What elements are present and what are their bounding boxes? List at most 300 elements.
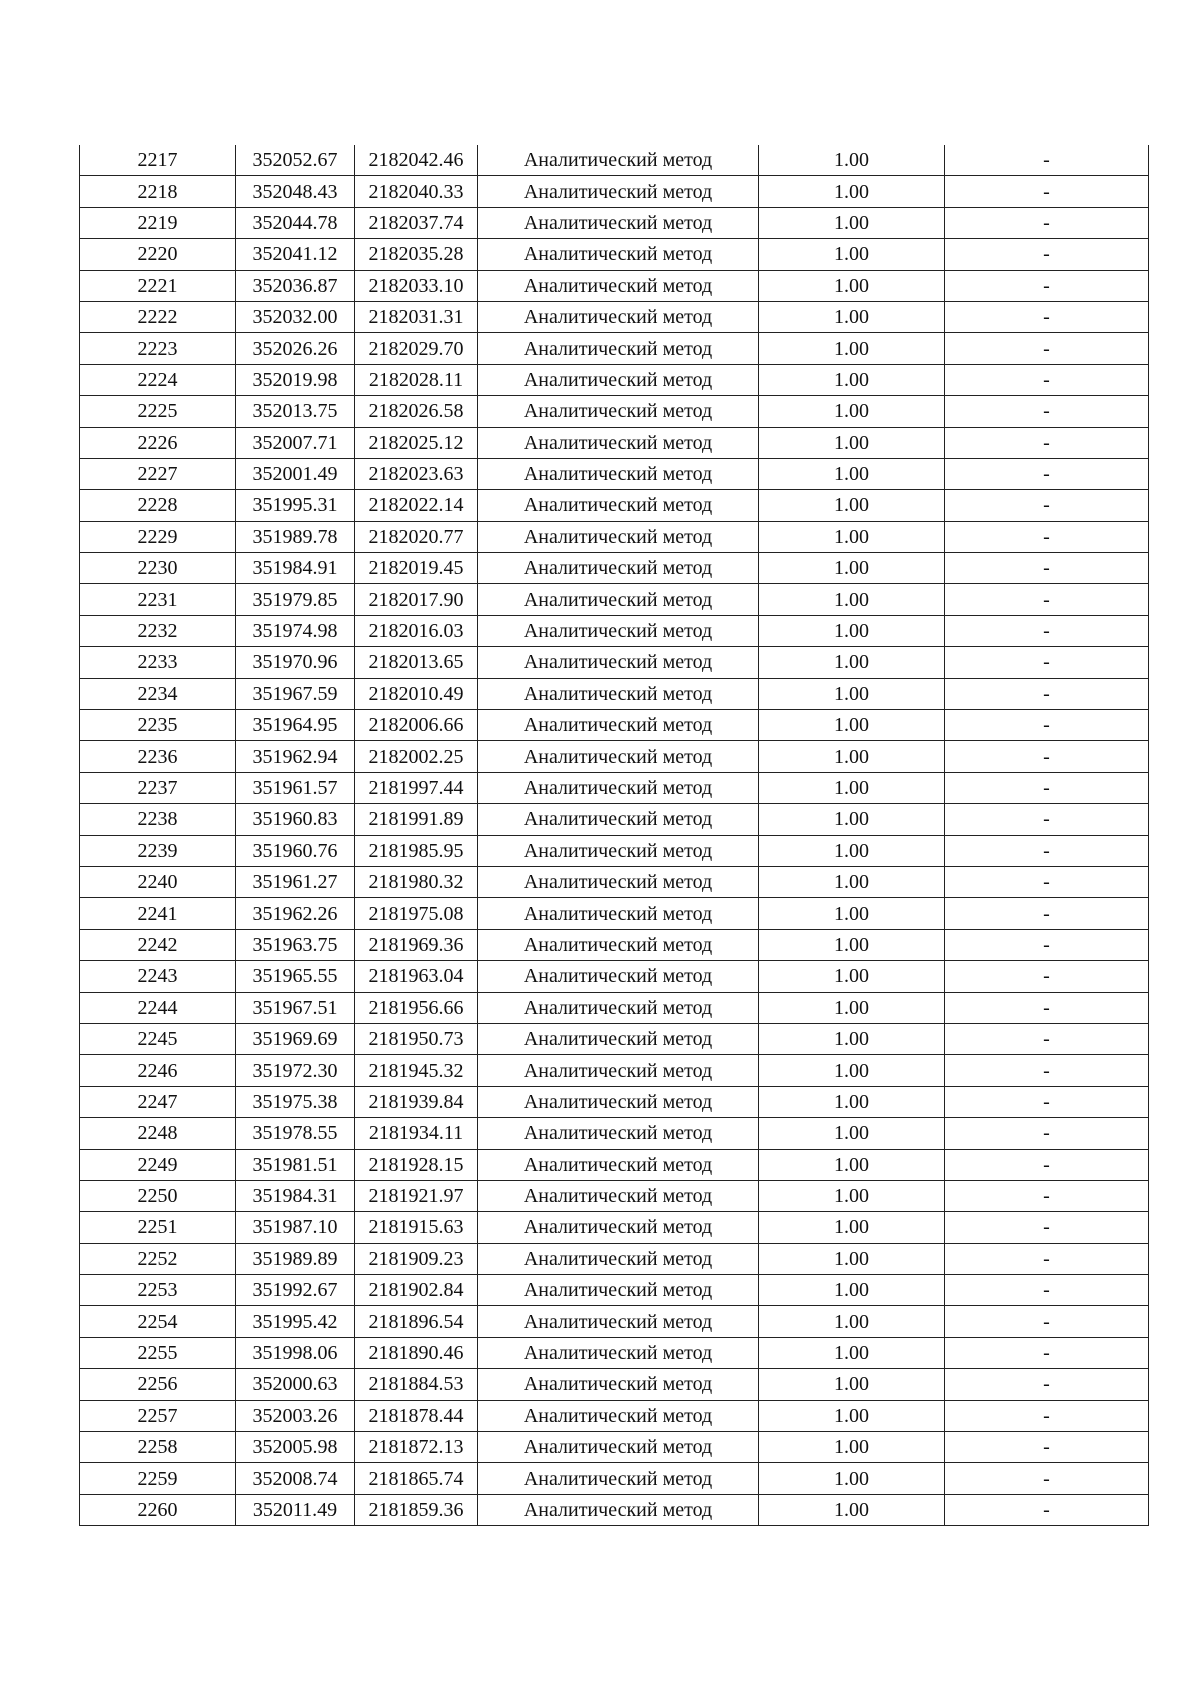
- method-cell: Аналитический метод: [478, 1275, 759, 1306]
- accuracy-cell: 1.00: [759, 772, 945, 803]
- point-number-cell: 2219: [80, 207, 236, 238]
- accuracy-cell: 1.00: [759, 145, 945, 176]
- x-coordinate-cell: 351998.06: [236, 1337, 355, 1368]
- method-cell: Аналитический метод: [478, 961, 759, 992]
- point-number-cell: 2217: [80, 145, 236, 176]
- table-row: [80, 1432, 1149, 1463]
- table-row: [80, 804, 1149, 835]
- accuracy-cell: 1.00: [759, 270, 945, 301]
- note-cell: -: [945, 1306, 1149, 1337]
- table-row: [80, 521, 1149, 552]
- note-cell: -: [945, 239, 1149, 270]
- accuracy-cell: 1.00: [759, 929, 945, 960]
- x-coordinate-cell: 352036.87: [236, 270, 355, 301]
- table-row: [80, 1369, 1149, 1400]
- note-cell: -: [945, 145, 1149, 176]
- y-coordinate-cell: 2181939.84: [355, 1086, 478, 1117]
- method-cell: Аналитический метод: [478, 1212, 759, 1243]
- y-coordinate-cell: 2182013.65: [355, 647, 478, 678]
- point-number-cell: 2248: [80, 1118, 236, 1149]
- note-cell: -: [945, 678, 1149, 709]
- y-coordinate-cell: 2181980.32: [355, 866, 478, 897]
- note-cell: -: [945, 521, 1149, 552]
- table-row: [80, 1212, 1149, 1243]
- table-row: [80, 741, 1149, 772]
- note-cell: -: [945, 1086, 1149, 1117]
- method-cell: Аналитический метод: [478, 1463, 759, 1494]
- x-coordinate-cell: 352003.26: [236, 1400, 355, 1431]
- table-row: [80, 239, 1149, 270]
- note-cell: -: [945, 301, 1149, 332]
- y-coordinate-cell: 2181884.53: [355, 1369, 478, 1400]
- method-cell: Аналитический метод: [478, 741, 759, 772]
- note-cell: -: [945, 207, 1149, 238]
- y-coordinate-cell: 2181975.08: [355, 898, 478, 929]
- y-coordinate-cell: 2181915.63: [355, 1212, 478, 1243]
- point-number-cell: 2237: [80, 772, 236, 803]
- x-coordinate-cell: 351995.42: [236, 1306, 355, 1337]
- x-coordinate-cell: 351989.89: [236, 1243, 355, 1274]
- method-cell: Аналитический метод: [478, 270, 759, 301]
- method-cell: Аналитический метод: [478, 176, 759, 207]
- x-coordinate-cell: 351975.38: [236, 1086, 355, 1117]
- table-row: [80, 1180, 1149, 1211]
- accuracy-cell: 1.00: [759, 1463, 945, 1494]
- method-cell: Аналитический метод: [478, 364, 759, 395]
- x-coordinate-cell: 352007.71: [236, 427, 355, 458]
- x-coordinate-cell: 352048.43: [236, 176, 355, 207]
- note-cell: -: [945, 1055, 1149, 1086]
- y-coordinate-cell: 2181997.44: [355, 772, 478, 803]
- x-coordinate-cell: 351962.94: [236, 741, 355, 772]
- point-number-cell: 2250: [80, 1180, 236, 1211]
- x-coordinate-cell: 351965.55: [236, 961, 355, 992]
- method-cell: Аналитический метод: [478, 929, 759, 960]
- method-cell: Аналитический метод: [478, 710, 759, 741]
- note-cell: -: [945, 741, 1149, 772]
- note-cell: -: [945, 1494, 1149, 1525]
- x-coordinate-cell: 351961.57: [236, 772, 355, 803]
- y-coordinate-cell: 2182010.49: [355, 678, 478, 709]
- point-number-cell: 2260: [80, 1494, 236, 1525]
- point-number-cell: 2245: [80, 1023, 236, 1054]
- note-cell: -: [945, 364, 1149, 395]
- table-row: [80, 458, 1149, 489]
- y-coordinate-cell: 2181921.97: [355, 1180, 478, 1211]
- note-cell: -: [945, 396, 1149, 427]
- x-coordinate-cell: 351987.10: [236, 1212, 355, 1243]
- accuracy-cell: 1.00: [759, 396, 945, 427]
- method-cell: Аналитический метод: [478, 1180, 759, 1211]
- accuracy-cell: 1.00: [759, 678, 945, 709]
- accuracy-cell: 1.00: [759, 1023, 945, 1054]
- table-row: [80, 1337, 1149, 1368]
- point-number-cell: 2246: [80, 1055, 236, 1086]
- table-row: [80, 553, 1149, 584]
- x-coordinate-cell: 352001.49: [236, 458, 355, 489]
- table-row: [80, 678, 1149, 709]
- x-coordinate-cell: 352000.63: [236, 1369, 355, 1400]
- note-cell: -: [945, 710, 1149, 741]
- note-cell: -: [945, 553, 1149, 584]
- table-row: [80, 490, 1149, 521]
- method-cell: Аналитический метод: [478, 207, 759, 238]
- method-cell: Аналитический метод: [478, 145, 759, 176]
- table-row: [80, 1400, 1149, 1431]
- y-coordinate-cell: 2181945.32: [355, 1055, 478, 1086]
- y-coordinate-cell: 2181928.15: [355, 1149, 478, 1180]
- note-cell: -: [945, 1369, 1149, 1400]
- method-cell: Аналитический метод: [478, 458, 759, 489]
- point-number-cell: 2256: [80, 1369, 236, 1400]
- table-row: [80, 1086, 1149, 1117]
- note-cell: -: [945, 929, 1149, 960]
- accuracy-cell: 1.00: [759, 615, 945, 646]
- point-number-cell: 2238: [80, 804, 236, 835]
- accuracy-cell: 1.00: [759, 1212, 945, 1243]
- note-cell: -: [945, 647, 1149, 678]
- note-cell: -: [945, 1275, 1149, 1306]
- x-coordinate-cell: 351970.96: [236, 647, 355, 678]
- point-number-cell: 2232: [80, 615, 236, 646]
- y-coordinate-cell: 2181872.13: [355, 1432, 478, 1463]
- point-number-cell: 2220: [80, 239, 236, 270]
- accuracy-cell: 1.00: [759, 521, 945, 552]
- point-number-cell: 2255: [80, 1337, 236, 1368]
- y-coordinate-cell: 2181896.54: [355, 1306, 478, 1337]
- method-cell: Аналитический метод: [478, 647, 759, 678]
- table-row: [80, 961, 1149, 992]
- accuracy-cell: 1.00: [759, 1180, 945, 1211]
- y-coordinate-cell: 2182020.77: [355, 521, 478, 552]
- point-number-cell: 2254: [80, 1306, 236, 1337]
- y-coordinate-cell: 2182042.46: [355, 145, 478, 176]
- accuracy-cell: 1.00: [759, 1369, 945, 1400]
- x-coordinate-cell: 351963.75: [236, 929, 355, 960]
- note-cell: -: [945, 992, 1149, 1023]
- method-cell: Аналитический метод: [478, 992, 759, 1023]
- table-row: [80, 1463, 1149, 1494]
- x-coordinate-cell: 352005.98: [236, 1432, 355, 1463]
- point-number-cell: 2233: [80, 647, 236, 678]
- point-number-cell: 2243: [80, 961, 236, 992]
- method-cell: Аналитический метод: [478, 427, 759, 458]
- method-cell: Аналитический метод: [478, 333, 759, 364]
- point-number-cell: 2218: [80, 176, 236, 207]
- method-cell: Аналитический метод: [478, 1494, 759, 1525]
- note-cell: -: [945, 270, 1149, 301]
- table-row: [80, 866, 1149, 897]
- method-cell: Аналитический метод: [478, 804, 759, 835]
- method-cell: Аналитический метод: [478, 1023, 759, 1054]
- note-cell: -: [945, 1023, 1149, 1054]
- note-cell: -: [945, 1337, 1149, 1368]
- method-cell: Аналитический метод: [478, 553, 759, 584]
- method-cell: Аналитический метод: [478, 490, 759, 521]
- point-number-cell: 2229: [80, 521, 236, 552]
- accuracy-cell: 1.00: [759, 1494, 945, 1525]
- accuracy-cell: 1.00: [759, 1337, 945, 1368]
- x-coordinate-cell: 351984.91: [236, 553, 355, 584]
- accuracy-cell: 1.00: [759, 1432, 945, 1463]
- y-coordinate-cell: 2182006.66: [355, 710, 478, 741]
- note-cell: -: [945, 333, 1149, 364]
- x-coordinate-cell: 351967.51: [236, 992, 355, 1023]
- table-row: [80, 364, 1149, 395]
- point-number-cell: 2241: [80, 898, 236, 929]
- method-cell: Аналитический метод: [478, 521, 759, 552]
- y-coordinate-cell: 2181902.84: [355, 1275, 478, 1306]
- method-cell: Аналитический метод: [478, 239, 759, 270]
- y-coordinate-cell: 2181950.73: [355, 1023, 478, 1054]
- accuracy-cell: 1.00: [759, 239, 945, 270]
- accuracy-cell: 1.00: [759, 710, 945, 741]
- x-coordinate-cell: 352026.26: [236, 333, 355, 364]
- x-coordinate-cell: 351979.85: [236, 584, 355, 615]
- point-number-cell: 2253: [80, 1275, 236, 1306]
- note-cell: -: [945, 1149, 1149, 1180]
- x-coordinate-cell: 351967.59: [236, 678, 355, 709]
- table-row: [80, 145, 1149, 176]
- x-coordinate-cell: 351972.30: [236, 1055, 355, 1086]
- y-coordinate-cell: 2182025.12: [355, 427, 478, 458]
- point-number-cell: 2258: [80, 1432, 236, 1463]
- note-cell: -: [945, 804, 1149, 835]
- note-cell: -: [945, 1463, 1149, 1494]
- y-coordinate-cell: 2181985.95: [355, 835, 478, 866]
- table-row: [80, 615, 1149, 646]
- note-cell: -: [945, 1432, 1149, 1463]
- method-cell: Аналитический метод: [478, 1369, 759, 1400]
- x-coordinate-cell: 351962.26: [236, 898, 355, 929]
- note-cell: -: [945, 490, 1149, 521]
- accuracy-cell: 1.00: [759, 898, 945, 929]
- table-row: [80, 1494, 1149, 1525]
- accuracy-cell: 1.00: [759, 804, 945, 835]
- note-cell: -: [945, 1180, 1149, 1211]
- method-cell: Аналитический метод: [478, 1243, 759, 1274]
- point-number-cell: 2226: [80, 427, 236, 458]
- y-coordinate-cell: 2181991.89: [355, 804, 478, 835]
- y-coordinate-cell: 2182033.10: [355, 270, 478, 301]
- accuracy-cell: 1.00: [759, 1118, 945, 1149]
- table-row: [80, 584, 1149, 615]
- accuracy-cell: 1.00: [759, 1275, 945, 1306]
- y-coordinate-cell: 2181963.04: [355, 961, 478, 992]
- table-row: [80, 1023, 1149, 1054]
- y-coordinate-cell: 2182031.31: [355, 301, 478, 332]
- table-row: [80, 301, 1149, 332]
- point-number-cell: 2231: [80, 584, 236, 615]
- x-coordinate-cell: 351984.31: [236, 1180, 355, 1211]
- x-coordinate-cell: 352013.75: [236, 396, 355, 427]
- method-cell: Аналитический метод: [478, 1149, 759, 1180]
- point-number-cell: 2257: [80, 1400, 236, 1431]
- note-cell: -: [945, 427, 1149, 458]
- accuracy-cell: 1.00: [759, 835, 945, 866]
- accuracy-cell: 1.00: [759, 553, 945, 584]
- note-cell: -: [945, 584, 1149, 615]
- table-row: [80, 710, 1149, 741]
- accuracy-cell: 1.00: [759, 176, 945, 207]
- table-row: [80, 333, 1149, 364]
- point-number-cell: 2252: [80, 1243, 236, 1274]
- point-number-cell: 2236: [80, 741, 236, 772]
- y-coordinate-cell: 2182026.58: [355, 396, 478, 427]
- point-number-cell: 2225: [80, 396, 236, 427]
- accuracy-cell: 1.00: [759, 961, 945, 992]
- method-cell: Аналитический метод: [478, 1306, 759, 1337]
- note-cell: -: [945, 1243, 1149, 1274]
- table-row: [80, 992, 1149, 1023]
- note-cell: -: [945, 866, 1149, 897]
- coordinates-table: [79, 145, 1149, 1526]
- x-coordinate-cell: 351974.98: [236, 615, 355, 646]
- accuracy-cell: 1.00: [759, 1306, 945, 1337]
- table-row: [80, 270, 1149, 301]
- point-number-cell: 2259: [80, 1463, 236, 1494]
- y-coordinate-cell: 2182016.03: [355, 615, 478, 646]
- accuracy-cell: 1.00: [759, 490, 945, 521]
- table-row: [80, 929, 1149, 960]
- method-cell: Аналитический метод: [478, 898, 759, 929]
- x-coordinate-cell: 352041.12: [236, 239, 355, 270]
- accuracy-cell: 1.00: [759, 458, 945, 489]
- y-coordinate-cell: 2181969.36: [355, 929, 478, 960]
- method-cell: Аналитический метод: [478, 1055, 759, 1086]
- accuracy-cell: 1.00: [759, 427, 945, 458]
- method-cell: Аналитический метод: [478, 678, 759, 709]
- method-cell: Аналитический метод: [478, 396, 759, 427]
- accuracy-cell: 1.00: [759, 333, 945, 364]
- method-cell: Аналитический метод: [478, 1400, 759, 1431]
- point-number-cell: 2247: [80, 1086, 236, 1117]
- point-number-cell: 2222: [80, 301, 236, 332]
- accuracy-cell: 1.00: [759, 647, 945, 678]
- accuracy-cell: 1.00: [759, 1400, 945, 1431]
- accuracy-cell: 1.00: [759, 1086, 945, 1117]
- point-number-cell: 2244: [80, 992, 236, 1023]
- y-coordinate-cell: 2182040.33: [355, 176, 478, 207]
- y-coordinate-cell: 2181865.74: [355, 1463, 478, 1494]
- method-cell: Аналитический метод: [478, 1432, 759, 1463]
- point-number-cell: 2224: [80, 364, 236, 395]
- y-coordinate-cell: 2182035.28: [355, 239, 478, 270]
- note-cell: -: [945, 772, 1149, 803]
- x-coordinate-cell: 352052.67: [236, 145, 355, 176]
- point-number-cell: 2235: [80, 710, 236, 741]
- accuracy-cell: 1.00: [759, 584, 945, 615]
- note-cell: -: [945, 1118, 1149, 1149]
- method-cell: Аналитический метод: [478, 615, 759, 646]
- x-coordinate-cell: 351992.67: [236, 1275, 355, 1306]
- point-number-cell: 2240: [80, 866, 236, 897]
- table-row: [80, 647, 1149, 678]
- table-row: [80, 1149, 1149, 1180]
- accuracy-cell: 1.00: [759, 866, 945, 897]
- x-coordinate-cell: 351960.76: [236, 835, 355, 866]
- point-number-cell: 2223: [80, 333, 236, 364]
- table-row: [80, 772, 1149, 803]
- y-coordinate-cell: 2182037.74: [355, 207, 478, 238]
- y-coordinate-cell: 2182029.70: [355, 333, 478, 364]
- x-coordinate-cell: 352044.78: [236, 207, 355, 238]
- y-coordinate-cell: 2182028.11: [355, 364, 478, 395]
- y-coordinate-cell: 2182023.63: [355, 458, 478, 489]
- y-coordinate-cell: 2181878.44: [355, 1400, 478, 1431]
- table-row: [80, 898, 1149, 929]
- method-cell: Аналитический метод: [478, 1086, 759, 1117]
- method-cell: Аналитический метод: [478, 772, 759, 803]
- point-number-cell: 2251: [80, 1212, 236, 1243]
- point-number-cell: 2228: [80, 490, 236, 521]
- point-number-cell: 2234: [80, 678, 236, 709]
- x-coordinate-cell: 351995.31: [236, 490, 355, 521]
- table-row: [80, 1055, 1149, 1086]
- method-cell: Аналитический метод: [478, 866, 759, 897]
- x-coordinate-cell: 352008.74: [236, 1463, 355, 1494]
- accuracy-cell: 1.00: [759, 1149, 945, 1180]
- point-number-cell: 2249: [80, 1149, 236, 1180]
- note-cell: -: [945, 961, 1149, 992]
- coordinates-table-body: [80, 145, 1149, 1526]
- x-coordinate-cell: 351989.78: [236, 521, 355, 552]
- point-number-cell: 2239: [80, 835, 236, 866]
- x-coordinate-cell: 351969.69: [236, 1023, 355, 1054]
- table-row: [80, 207, 1149, 238]
- note-cell: -: [945, 1212, 1149, 1243]
- method-cell: Аналитический метод: [478, 1118, 759, 1149]
- accuracy-cell: 1.00: [759, 207, 945, 238]
- method-cell: Аналитический метод: [478, 1337, 759, 1368]
- note-cell: -: [945, 1400, 1149, 1431]
- point-number-cell: 2242: [80, 929, 236, 960]
- accuracy-cell: 1.00: [759, 992, 945, 1023]
- y-coordinate-cell: 2181934.11: [355, 1118, 478, 1149]
- note-cell: -: [945, 176, 1149, 207]
- y-coordinate-cell: 2181859.36: [355, 1494, 478, 1525]
- y-coordinate-cell: 2182019.45: [355, 553, 478, 584]
- y-coordinate-cell: 2181890.46: [355, 1337, 478, 1368]
- x-coordinate-cell: 351981.51: [236, 1149, 355, 1180]
- y-coordinate-cell: 2181909.23: [355, 1243, 478, 1274]
- x-coordinate-cell: 352032.00: [236, 301, 355, 332]
- y-coordinate-cell: 2182017.90: [355, 584, 478, 615]
- note-cell: -: [945, 835, 1149, 866]
- method-cell: Аналитический метод: [478, 835, 759, 866]
- y-coordinate-cell: 2181956.66: [355, 992, 478, 1023]
- method-cell: Аналитический метод: [478, 584, 759, 615]
- accuracy-cell: 1.00: [759, 1243, 945, 1274]
- x-coordinate-cell: 352011.49: [236, 1494, 355, 1525]
- accuracy-cell: 1.00: [759, 741, 945, 772]
- table-row: [80, 1306, 1149, 1337]
- table-row: [80, 1243, 1149, 1274]
- x-coordinate-cell: 351978.55: [236, 1118, 355, 1149]
- accuracy-cell: 1.00: [759, 1055, 945, 1086]
- table-row: [80, 176, 1149, 207]
- point-number-cell: 2227: [80, 458, 236, 489]
- x-coordinate-cell: 351960.83: [236, 804, 355, 835]
- table-row: [80, 427, 1149, 458]
- x-coordinate-cell: 351964.95: [236, 710, 355, 741]
- note-cell: -: [945, 458, 1149, 489]
- accuracy-cell: 1.00: [759, 364, 945, 395]
- x-coordinate-cell: 351961.27: [236, 866, 355, 897]
- point-number-cell: 2230: [80, 553, 236, 584]
- accuracy-cell: 1.00: [759, 301, 945, 332]
- table-row: [80, 396, 1149, 427]
